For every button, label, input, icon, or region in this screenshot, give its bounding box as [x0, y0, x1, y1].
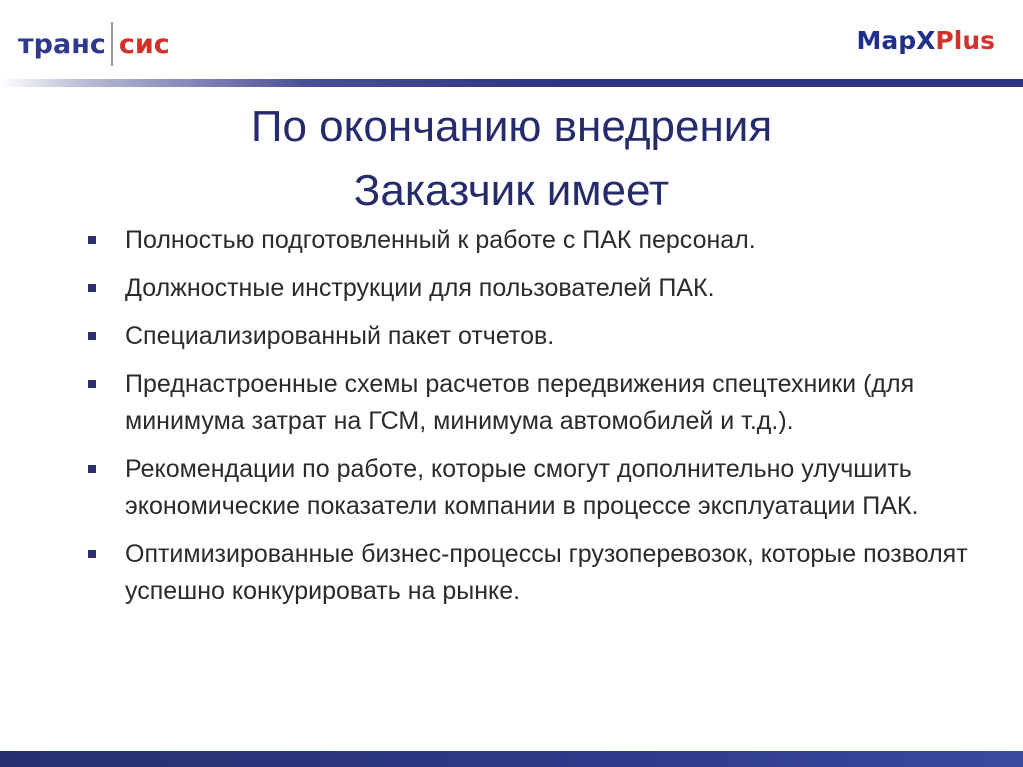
footer-bar: [0, 751, 1023, 767]
title-line-2: Заказчик имеет: [353, 166, 670, 215]
list-item-text: Рекомендации по работе, которые смогут дополнительно улучшить экономические показатели компании в процессе эксплуатации ПАК.: [125, 455, 919, 520]
square-bullet-icon: [88, 284, 96, 292]
logo-mapx: MapX: [856, 26, 936, 55]
bullet-list: [88, 222, 968, 621]
square-bullet-icon: [88, 380, 96, 388]
slide-title: [0, 95, 1023, 223]
list-item-text: Полностью подготовленный к работе с ПАК персонал.: [125, 226, 756, 254]
list-item: [88, 451, 968, 525]
logo-divider: [111, 22, 113, 66]
list-item: [88, 270, 968, 307]
square-bullet-icon: [88, 236, 96, 244]
square-bullet-icon: [88, 332, 96, 340]
square-bullet-icon: [88, 550, 96, 558]
square-bullet-icon: [88, 465, 96, 473]
list-item: [88, 318, 968, 355]
transsys-logo: [18, 22, 170, 66]
list-item-text: Специализированный пакет отчетов.: [125, 322, 555, 350]
slide-header: [0, 0, 1023, 80]
list-item-text: Должностные инструкции для пользователей ПАК.: [125, 274, 715, 302]
title-line-1: По окончанию внедрения: [250, 102, 773, 151]
logo-plus: Plus: [935, 26, 995, 55]
list-item-text: Оптимизированные бизнес-процессы грузоперевозок, которые позволят успешно конкурировать на рынке.: [125, 540, 968, 605]
header-divider-line: [0, 79, 1023, 87]
logo-text-part1: транс: [18, 28, 106, 60]
mapxplus-logo: [857, 26, 996, 55]
list-item: [88, 366, 968, 440]
list-item: [88, 222, 968, 259]
logo-text-part2: сис: [118, 28, 170, 60]
list-item: [88, 536, 968, 610]
list-item-text: Преднастроенные схемы расчетов передвижения спецтехники (для минимума затрат на ГСМ, минимума автомобилей и т.д.).: [125, 370, 915, 435]
